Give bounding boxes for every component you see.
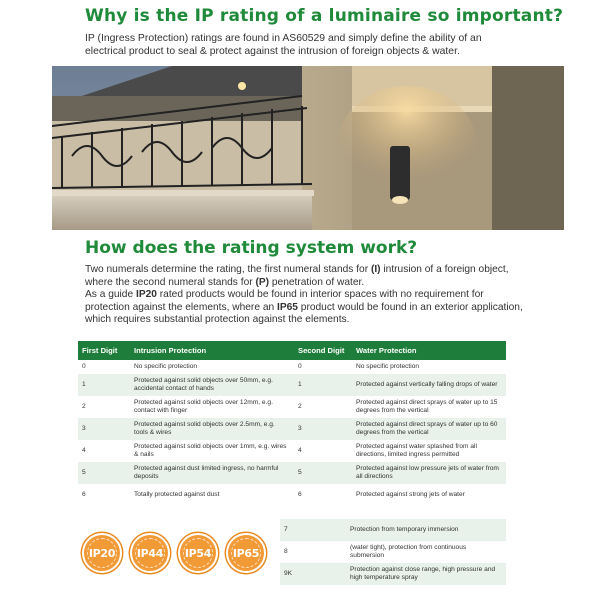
table-row bbox=[78, 418, 506, 440]
ip20-badge: IP20 bbox=[82, 533, 122, 573]
second-digit-cell: 0 bbox=[294, 360, 352, 374]
table-header-row bbox=[78, 341, 506, 360]
para1-bold-i: (I) bbox=[370, 264, 381, 275]
para2-text-c: rated products would be found in interior spaces with no requirement for protection against the elements, where an bbox=[85, 289, 484, 313]
water-cell: Protected against direct sprays of water up to 15 degrees from the vertical bbox=[352, 396, 506, 418]
intrusion-cell: Protected against solid objects over 1mm, e.g. wires & nails bbox=[130, 440, 294, 462]
para1-text-c: intrusion of a foreign object, where the second numeral stands for bbox=[85, 264, 509, 288]
ip44-badge: IP44 bbox=[130, 533, 170, 573]
water-cell: (water tight), protection from continuous submersion bbox=[346, 541, 506, 563]
first-digit-cell: 1 bbox=[78, 374, 130, 396]
para1-text-e: penetration of water. bbox=[269, 276, 365, 288]
second-digit-cell: 4 bbox=[294, 440, 352, 462]
table-row bbox=[78, 396, 506, 418]
water-cell: Protected against low pressure jets of water from all directions bbox=[352, 462, 506, 484]
para2-bold-ip20: IP20 bbox=[135, 289, 157, 301]
table-row bbox=[78, 360, 506, 374]
first-digit-cell: 5 bbox=[78, 462, 130, 484]
first-digit-cell: 2 bbox=[78, 396, 130, 418]
para2-text-a: As a guide bbox=[85, 289, 136, 301]
second-digit-cell: 5 bbox=[294, 462, 352, 484]
water-cell: Protection against close range, high pressure and high temperature spray bbox=[346, 563, 506, 585]
first-digit-cell: 3 bbox=[78, 418, 130, 440]
heading-why-ip-rating: Why is the IP rating of a luminaire so important? bbox=[85, 6, 564, 26]
ip-badges bbox=[82, 533, 272, 577]
second-digit-cell: 8 bbox=[280, 541, 346, 563]
water-cell: Protected against strong jets of water bbox=[352, 484, 506, 506]
first-digit-cell: 0 bbox=[78, 360, 130, 374]
table-row bbox=[78, 462, 506, 484]
header-intrusion-protection: Intrusion Protection bbox=[130, 341, 294, 360]
intrusion-cell: Protected against solid objects over 50mm, e.g. accidental contact of hands bbox=[130, 374, 294, 396]
water-cell: Protection from temporary immersion bbox=[346, 519, 506, 541]
ip-rating-table bbox=[78, 341, 506, 506]
water-cell: Protected against vertically falling drops of water bbox=[352, 374, 506, 396]
water-protection-extra-rows bbox=[280, 519, 506, 585]
water-cell: No specific protection bbox=[352, 360, 506, 374]
second-digit-cell: 3 bbox=[294, 418, 352, 440]
intrusion-cell: Protected against solid objects over 12mm, e.g. contact with finger bbox=[130, 396, 294, 418]
table-row bbox=[280, 563, 506, 585]
para2-bold-ip65: IP65 bbox=[276, 301, 298, 313]
first-digit-cell: 4 bbox=[78, 440, 130, 462]
para1-text-a: Two numerals determine the rating, the first numeral stands for bbox=[85, 264, 371, 275]
intrusion-cell: Protected against solid objects over 2.5mm, e.g. tools & wires bbox=[130, 418, 294, 440]
table-row bbox=[78, 440, 506, 462]
building-exterior-photo bbox=[52, 66, 564, 230]
building-illustration bbox=[52, 66, 564, 230]
second-digit-cell: 7 bbox=[280, 519, 346, 541]
para1-bold-p: (P) bbox=[255, 276, 270, 288]
ip65-badge: IP65 bbox=[226, 533, 266, 573]
table-row bbox=[280, 519, 506, 541]
table-row bbox=[78, 484, 506, 506]
header-first-digit: First Digit bbox=[78, 341, 130, 360]
first-digit-cell: 6 bbox=[78, 484, 130, 506]
second-digit-cell: 9K bbox=[280, 563, 346, 585]
ip54-badge: IP54 bbox=[178, 533, 218, 573]
intro-paragraph: IP (Ingress Protection) ratings are found in AS60529 and simply define the ability of an electrical product to seal & protect against the intrusion of foreign objects & water. bbox=[85, 33, 482, 57]
heading-how-rating-works: How does the rating system work? bbox=[85, 238, 418, 258]
intrusion-cell: Protected against dust limited ingress, no harmful deposits bbox=[130, 462, 294, 484]
water-cell: Protected against direct sprays of water up to 60 degrees from the vertical bbox=[352, 418, 506, 440]
second-digit-cell: 2 bbox=[294, 396, 352, 418]
second-digit-cell: 1 bbox=[294, 374, 352, 396]
table-row bbox=[280, 541, 506, 563]
para2-text-e: product would be found in an exterior application, which requires substantial protection against the elements. bbox=[85, 301, 523, 326]
intrusion-cell: No specific protection bbox=[130, 360, 294, 374]
header-water-protection: Water Protection bbox=[352, 341, 506, 360]
intrusion-cell: Totally protected against dust bbox=[130, 484, 294, 506]
table-row bbox=[78, 374, 506, 396]
explanation-paragraph bbox=[85, 264, 525, 327]
second-digit-cell: 6 bbox=[294, 484, 352, 506]
water-cell: Protected against water splashed from all directions, limited ingress permitted bbox=[352, 440, 506, 462]
header-second-digit: Second Digit bbox=[294, 341, 352, 360]
